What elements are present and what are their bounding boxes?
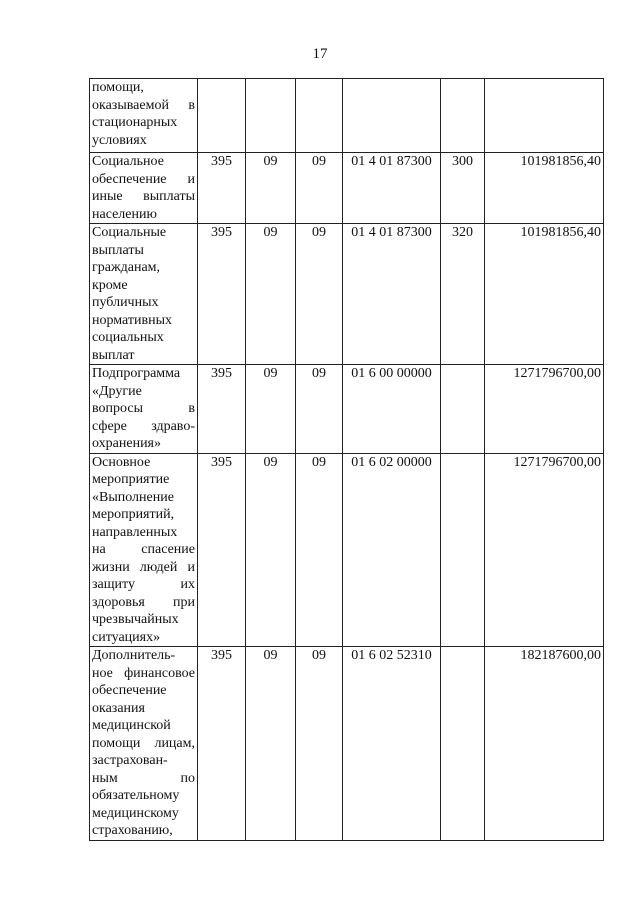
target-article-cell: 01 6 02 00000 <box>343 453 441 647</box>
item-name-line: обязательному <box>92 788 180 803</box>
item-name-line: ное финансовое <box>92 665 195 681</box>
target-article-cell: 01 6 02 52310 <box>343 647 441 841</box>
item-name-line: помощи, <box>92 80 144 95</box>
item-name-line: обеспечение и <box>92 171 195 187</box>
item-name-cell <box>90 79 198 153</box>
amount-cell: 101981856,40 <box>485 153 604 224</box>
item-name-line: медицинскому <box>92 805 179 821</box>
target-article-cell: 01 4 01 87300 <box>343 224 441 365</box>
table-row <box>90 647 604 841</box>
table-row <box>90 153 604 224</box>
item-name-cell <box>90 647 198 841</box>
item-name-line: «Выполнение <box>92 489 174 505</box>
item-name-line: выплаты <box>92 242 144 258</box>
item-name-line: направленных <box>92 524 178 540</box>
item-name-line: оказания <box>92 700 145 716</box>
expense-type-cell: 320 <box>441 224 485 365</box>
item-name-line: на спасение <box>92 542 195 557</box>
page-number: 17 <box>312 46 328 62</box>
item-name-line: гражданам, <box>92 260 161 275</box>
item-name-line: социальных <box>92 330 164 345</box>
item-name-line: Социальные <box>92 225 167 240</box>
item-name-cell <box>90 365 198 454</box>
target-article-cell: 01 4 01 87300 <box>343 153 441 224</box>
item-name-line: стационарных <box>92 115 178 130</box>
table-row <box>90 453 604 647</box>
budget-table <box>89 78 604 841</box>
item-name-line: мероприятий, <box>92 507 175 522</box>
item-name-line: ситуациях» <box>92 629 161 645</box>
ministry-code-cell <box>198 79 246 153</box>
item-name-line: медицинской <box>92 718 171 733</box>
item-name-line: условиях <box>92 132 147 148</box>
item-name-line: чрезвычайных <box>92 612 179 627</box>
section-code-cell <box>246 79 296 153</box>
subsection-code-cell: 09 <box>296 153 343 224</box>
section-code-cell: 09 <box>246 365 296 454</box>
expense-type-cell <box>441 79 485 153</box>
item-name-line: застрахован- <box>92 753 168 768</box>
item-name-line: помощи лицам, <box>92 735 195 751</box>
item-name-line: сфере здраво- <box>92 418 195 434</box>
item-name-line: нормативных <box>92 312 173 328</box>
item-name-line: оказываемой в <box>92 97 195 113</box>
ministry-code-cell: 395 <box>198 647 246 841</box>
subsection-code-cell: 09 <box>296 365 343 454</box>
table-row <box>90 224 604 365</box>
table-row <box>90 365 604 454</box>
item-name-line: кроме <box>92 277 128 293</box>
ministry-code-cell: 395 <box>198 224 246 365</box>
item-name-line: Дополнитель- <box>92 648 176 663</box>
item-name-line: охранения» <box>92 436 161 451</box>
target-article-cell <box>343 79 441 153</box>
ministry-code-cell: 395 <box>198 453 246 647</box>
item-name-line: Подпрограмма <box>92 366 181 381</box>
item-name-line: жизни людей и <box>92 559 195 575</box>
section-code-cell: 09 <box>246 453 296 647</box>
ministry-code-cell: 395 <box>198 365 246 454</box>
item-name-line: иные выплаты <box>92 189 195 204</box>
item-name-line: «Другие <box>92 383 142 399</box>
item-name-line: защиту их <box>92 577 195 592</box>
item-name-cell <box>90 224 198 365</box>
section-code-cell: 09 <box>246 153 296 224</box>
expense-type-cell: 300 <box>441 153 485 224</box>
item-name-line: Социальное <box>92 154 164 169</box>
item-name-cell <box>90 453 198 647</box>
item-name-line: страхованию, <box>92 823 173 838</box>
subsection-code-cell <box>296 79 343 153</box>
section-code-cell: 09 <box>246 647 296 841</box>
item-name-line: населению <box>92 206 157 222</box>
item-name-line: здоровья при <box>92 594 195 610</box>
subsection-code-cell: 09 <box>296 224 343 365</box>
item-name-line: обеспечение <box>92 683 167 698</box>
expense-type-cell <box>441 453 485 647</box>
item-name-line: ным по <box>92 770 195 786</box>
subsection-code-cell: 09 <box>296 453 343 647</box>
target-article-cell: 01 6 00 00000 <box>343 365 441 454</box>
item-name-line: публичных <box>92 295 159 310</box>
item-name-line: мероприятие <box>92 472 170 487</box>
amount-cell: 1271796700,00 <box>485 365 604 454</box>
expense-type-cell <box>441 365 485 454</box>
item-name-line: Основное <box>92 454 151 470</box>
subsection-code-cell: 09 <box>296 647 343 841</box>
amount-cell: 101981856,40 <box>485 224 604 365</box>
item-name-cell <box>90 153 198 224</box>
amount-cell: 182187600,00 <box>485 647 604 841</box>
amount-cell: 1271796700,00 <box>485 453 604 647</box>
section-code-cell: 09 <box>246 224 296 365</box>
amount-cell <box>485 79 604 153</box>
ministry-code-cell: 395 <box>198 153 246 224</box>
table-row <box>90 79 604 153</box>
item-name-line: вопросы в <box>92 401 195 416</box>
item-name-line: выплат <box>92 347 135 363</box>
table-body <box>90 79 604 841</box>
expense-type-cell <box>441 647 485 841</box>
